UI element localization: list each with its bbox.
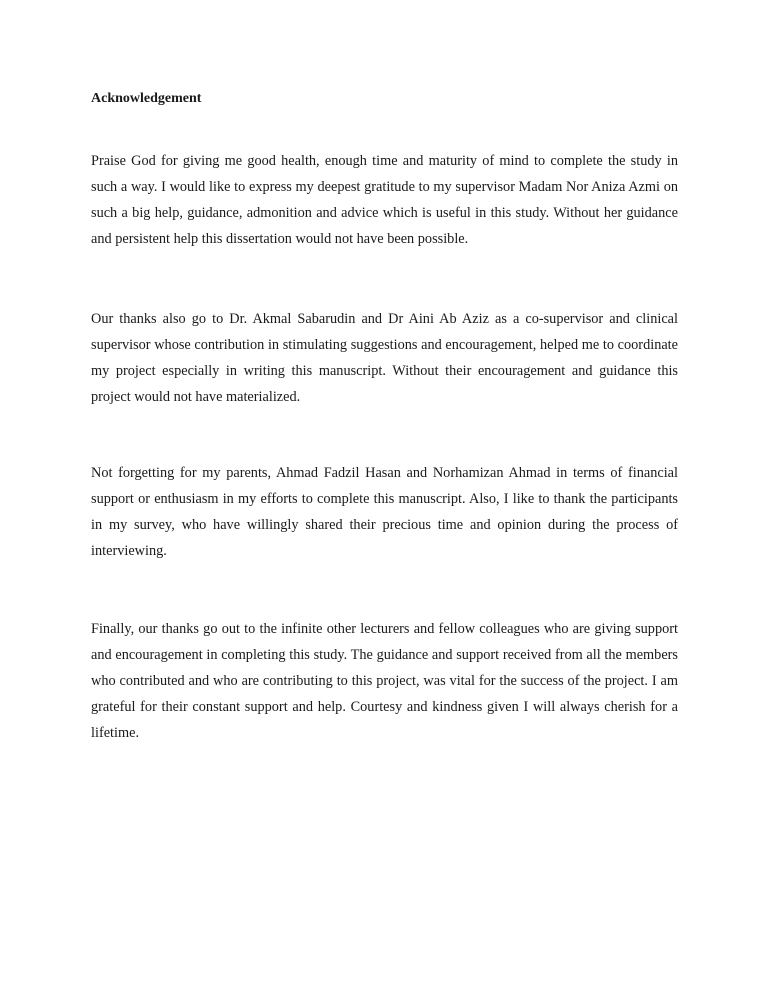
paragraph-gratitude-supervisor: Praise God for giving me good health, enough time and maturity of mind to complete the study in such a way. I would like to express my deepest gratitude to my supervisor Madam Nor Aniza Azmi on such a big help, guidance, admonition and advice which is useful in this study. Without her guidance and persistent help this dissertation would not have been possible. <box>91 153 678 247</box>
paragraph-co-supervisors: Our thanks also go to Dr. Akmal Sabarudin and Dr Aini Ab Aziz as a co-supervisor and clinical supervisor whose contribution in stimulating suggestions and encouragement, helped me to coordinate my project especially in writing this manuscript. Without their encouragement and guidance this project would not have materialized. <box>91 311 678 405</box>
paragraph-parents-participants: Not forgetting for my parents, Ahmad Fadzil Hasan and Norhamizan Ahmad in terms of financial support or enthusiasm in my efforts to complete this manuscript. Also, I like to thank the participants in my survey, who have willingly shared their precious time and opinion during the process of interviewing. <box>91 465 678 559</box>
page-heading: Acknowledgement <box>91 91 202 106</box>
paragraph-lecturers-colleagues: Finally, our thanks go out to the infinite other lecturers and fellow colleagues who are giving support and encouragement in completing this study. The guidance and support received from all the members who contributed and who are contributing to this project, was vital for the success of the project. I am grateful for their constant support and help. Courtesy and kindness given I will always cherish for a lifetime. <box>91 621 678 741</box>
